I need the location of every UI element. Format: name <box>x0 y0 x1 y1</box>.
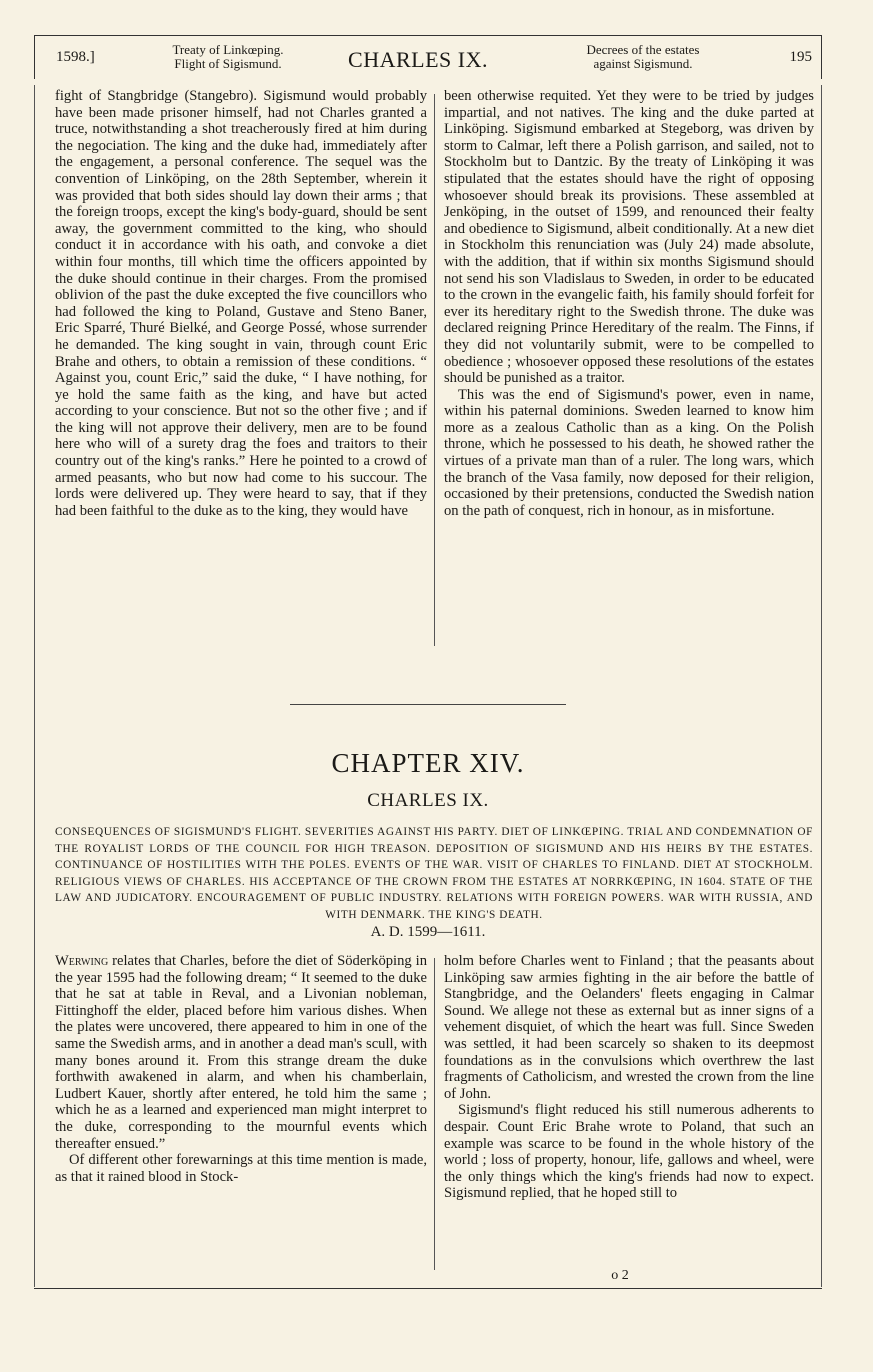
paragraph: Of different other forewarnings at this time mention is made, as that it rained blood in Stock- <box>55 1152 427 1185</box>
chapter-date-range: A. D. 1599—1611. <box>370 924 486 940</box>
column-divider-bottom <box>434 958 435 1270</box>
page-frame-left-rule <box>34 85 35 1287</box>
column-divider-top <box>434 94 435 646</box>
paragraph <box>55 953 427 1152</box>
opening-word: Werwing <box>55 953 109 969</box>
paragraph: fight of Stangbridge (Stangebro). Sigismund would probably have been made prisoner himself, had not Charles granted a truce, notwithstanding a shot treacherously fired at him during the negociation. The king and the duke had, immediately after the engagement, a personal conference. The sequel was the convention of Linköping, on the 28th September, wherein it was provided that both sides should lay down their arms ; that the foreign troops, except the king's body-guard, should be sent away, the government committed to the king, who should conduct it in accordance with his oath, and convoke a diet within four months, till which time the officers appointed by the duke should continue in their charges. From the promised oblivion of the past the duke excepted the five councillors who had followed the king to Poland, Gustave and Steno Baner, Eric Sparré, Thuré Bielké, and George Possé, whose surrender he demanded. The king sought in vain, through count Eric Brahe and others, to obtain a remission of these conditions. “ Against you, count Eric,” said the duke, “ I have nothing, for ye hold the same faith as the king, and have but acted according to your conscience. But not so the other five ; and if the king will not approve their delivery, men are to be found here who will of a surety drag the foes and traitors to their country out of the king's ranks.” Here he pointed to a crowd of armed peasants, who but now had come to his succour. The lords were delivered up. They were heard to say, that if they had been faithful to the duke as to the king, they would have <box>55 88 427 519</box>
header-right-side-notes <box>560 43 726 79</box>
page-frame-top-left-rule <box>34 35 35 79</box>
bottom-left-column <box>55 953 427 1185</box>
header-left-note-1: Treaty of Linkœping. <box>172 42 284 57</box>
bottom-right-column <box>444 953 814 1202</box>
header-left-note-2: Flight of Sigismund. <box>174 56 282 71</box>
page-frame-top-right-rule <box>821 35 822 79</box>
signature-mark: o 2 <box>611 1268 629 1283</box>
top-right-column <box>444 88 814 519</box>
header-year: 1598.] <box>56 49 95 65</box>
page-frame-right-rule <box>821 85 822 1287</box>
header-right-note-2: against Sigismund. <box>593 56 693 71</box>
page-frame-bottom-rule <box>34 1288 822 1289</box>
chapter-summary: CONSEQUENCES OF SIGISMUND'S FLIGHT. SEVERITIES AGAINST HIS PARTY. DIET OF LINKŒPING. TRIAL AND CONDEMNATION OF THE ROYALIST LORDS OF THE COUNCIL FOR HIGH TREASON. DEPOSITION OF SIGISMUND AND HIS HEIRS BY THE ESTATES. CONTINUANCE OF HOSTILITIES WITH THE POLES. EVENTS OF THE WAR. VISIT OF CHARLES TO FINLAND. DIET AT STOCKHOLM. RELIGIOUS VIEWS OF CHARLES. HIS ACCEPTANCE OF THE CROWN FROM THE ESTATES AT NORRKŒPING, IN 1604. STATE OF THE LAW AND JUDICATORY. ENCOURAGEMENT OF PUBLIC INDUSTRY. RELATIONS WITH FOREIGN POWERS. WAR WITH RUSSIA, AND WITH DENMARK. THE KING'S DEATH. <box>55 826 813 921</box>
running-title: CHARLES IX. <box>348 47 488 72</box>
paragraph-text: relates that Charles, before the diet of Söderköping in the year 1595 had the following dream; “ It seemed to the duke that he sat at table in Reval, and a Livonian nobleman, Fittinghoff the elder, placed before him various dishes. When the plates were uncovered, there appeared to him in one of the same the Swedish arms, and in another a dead man's scull, with many bones around it. From this strange dream the duke forthwith awakened in alarm, and when his chamberlain, Ludbert Kauer, shortly after entered, he told him the same ; which he as a learned and experienced man might interpret to the duke, corresponding to the mournful events which thereafter ensued.” <box>55 953 427 1152</box>
paragraph: Sigismund's flight reduced his still numerous adherents to despair. Count Eric Brahe wrote to Poland, that such an example was scarce to be found in the whole history of the world ; loss of property, honour, life, gallows and wheel, were the only things which the king's friends had now to expect. Sigismund replied, that he hoped still to <box>444 1102 814 1202</box>
page-frame-top-rule <box>34 35 822 36</box>
paragraph: This was the end of Sigismund's power, even in name, within his paternal dominions. Sweden learned to know him more as a zealous Catholic than as a king. On the Polish throne, which he possessed to his death, he showed rather the virtues of a private man than of a ruler. The long wars, which the branch of the Vasa family, now deposed for their religion, occasioned by their pretensions, conducted the Swedish nation on the path of conquest, rich in honour, as in misfortune. <box>444 386 814 519</box>
section-separator-rule <box>290 704 566 705</box>
paragraph: been otherwise requited. Yet they were to be tried by judges impartial, and not natives. The king and the duke parted at Linköping. Sigismund embarked at Stegeborg, was driven by storm to Calmar, left there a Polish garrison, and sailed, not to Stockholm but to Dantzic. By the treaty of Linköping it was stipulated that the estates should have the right of opposing whosoever should break its provisions. These assembled at Jenköping, in the outset of 1599, and renounced their fealty and obedience to Sigismund, albeit conditionally. At a new diet in Stockholm this renunciation was (July 24) made absolute, with the addition, that if within six months Sigismund should not send his son Vladislaus to Sweden, in order to be educated to the crown in the evangelic faith, his family should forfeit for ever its hereditary right to the Swedish throne. The duke was declared reigning Prince Hereditary of the realm. The Finns, if they did not voluntarily submit, were to be compelled to obedience ; whosoever opposed these resolutions of the estates should be punished as a traitor. <box>444 88 814 387</box>
header-left-side-notes <box>148 43 308 79</box>
header-right-note-1: Decrees of the estates <box>586 42 700 57</box>
chapter-subtitle: CHARLES IX. <box>367 790 489 811</box>
chapter-heading: CHAPTER XIV. <box>331 748 525 778</box>
page-number: 195 <box>789 49 812 65</box>
paragraph: holm before Charles went to Finland ; that the peasants about Linköping saw armies fighting in the air before the battle of Stangbridge, and the Oelanders' fleets engaging in Calmar Sound. We allege not these as external but as inner signs of a vehement disquiet, of which the heart was full. Since Sweden was settled, it had been scarcely so shaken to its deepmost foundations as in the convulsions which overthrew the last fragments of Catholicism, and wrested the crown from the line of John. <box>444 953 814 1102</box>
top-left-column <box>55 88 427 519</box>
